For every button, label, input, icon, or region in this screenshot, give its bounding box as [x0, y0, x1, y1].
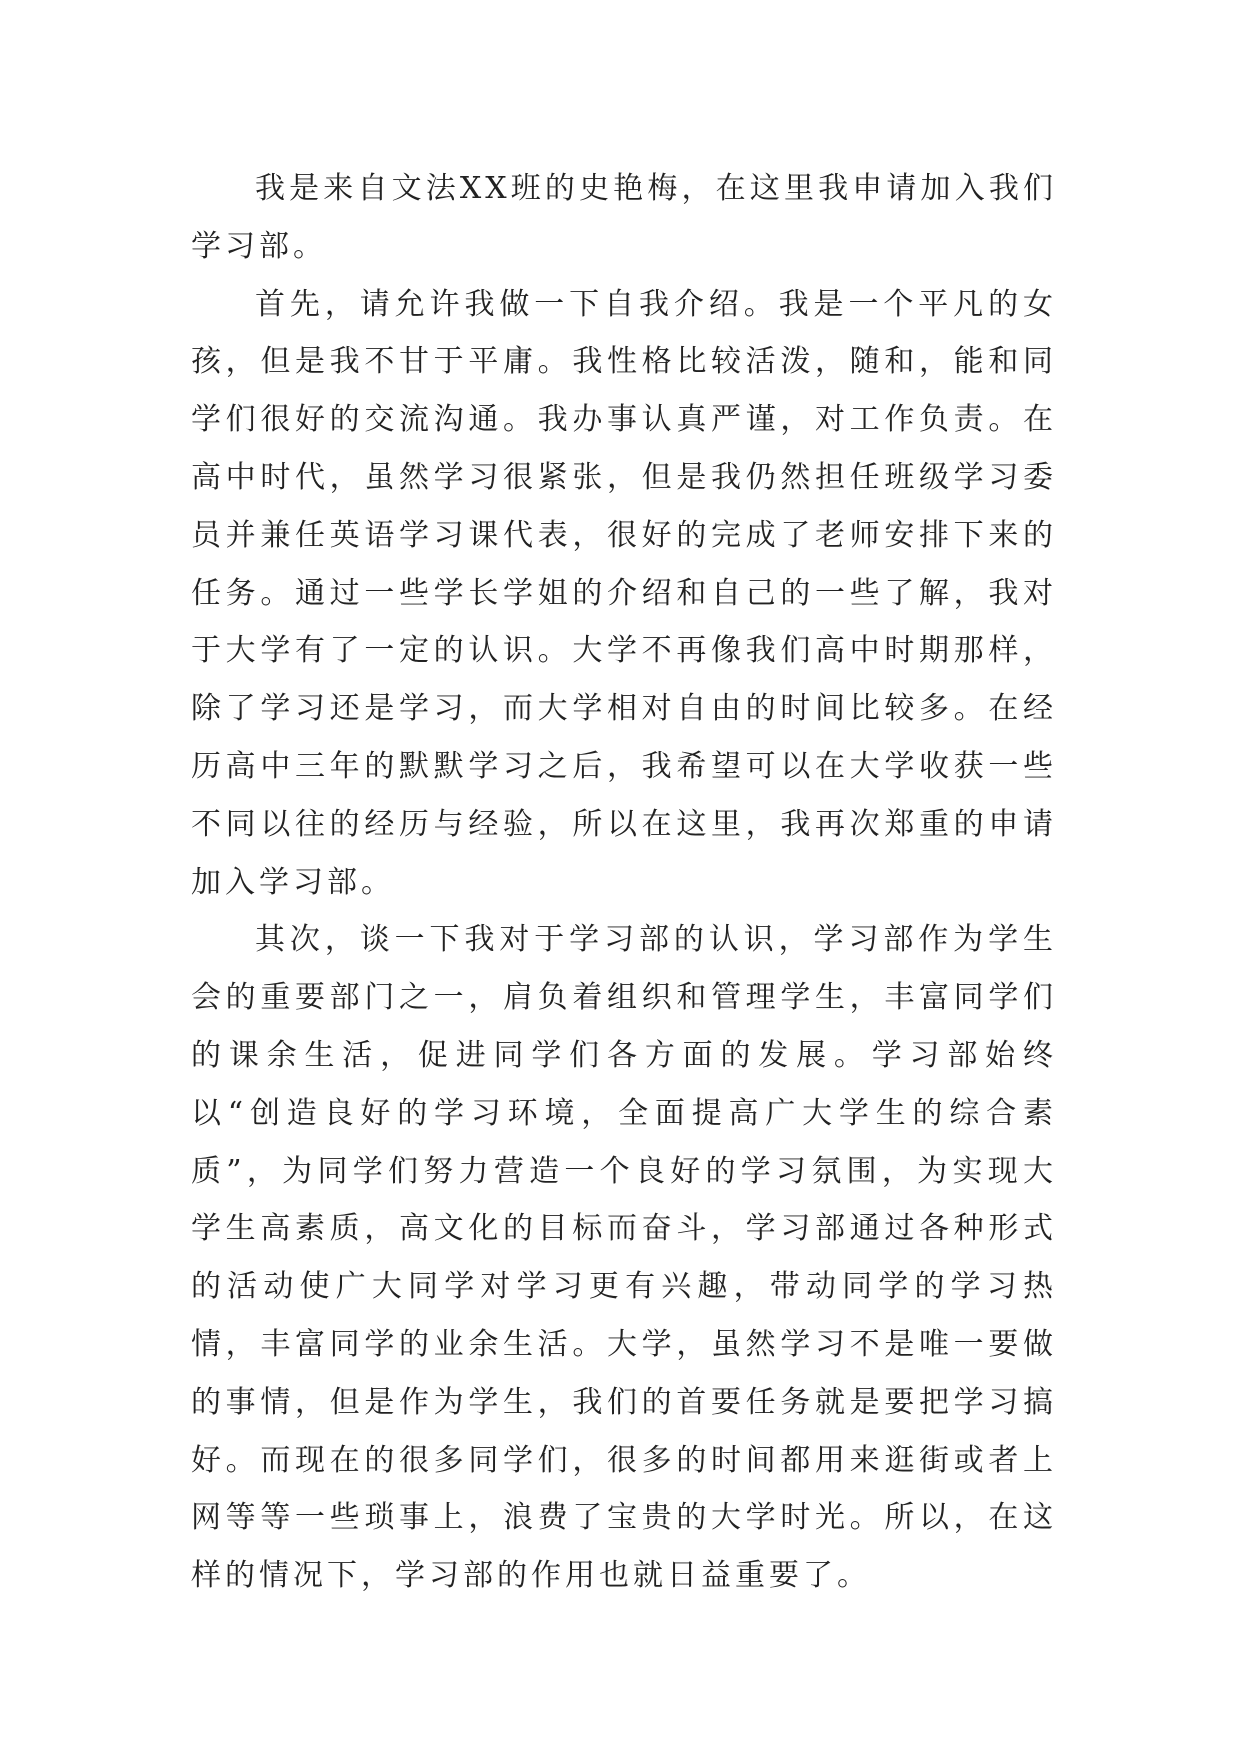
paragraph-intro: 我是来自文法XX班的史艳梅，在这里我申请加入我们学习部。	[191, 171, 1057, 264]
paragraph-self-introduction: 首先，请允许我做一下自我介绍。我是一个平凡的女孩，但是我不甘于平庸。我性格比较活泼，随和，能和同学们很好的交流沟通。我办事认真严谨，对工作负责。在高中时代，虽然学习很紧张，但是我仍然担任班级学习委员并兼任英语学习课代表，很好的完成了老师安排下来的任务。通过一些学长学姐的介绍和自己的一些了解，我对于大学有了一定的认识。大学不再像我们高中时期那样，除了学习还是学习，而大学相对自由的时间比较多。在经历高中三年的默默学习之后，我希望可以在大学收获一些不同以往的经历与经验，所以在这里，我再次郑重的申请加入学习部。	[191, 286, 1057, 900]
paragraph-department-understanding: 其次，谈一下我对于学习部的认识，学习部作为学生会的重要部门之一，肩负着组织和管理学生，丰富同学们的课余生活，促进同学们各方面的发展。学习部始终以“创造良好的学习环境，全面提高广大学生的综合素质”，为同学们努力营造一个良好的学习氛围，为实现大学生高素质，高文化的目标而奋斗，学习部通过各种形式的活动使广大同学对学习更有兴趣，带动同学的学习热情，丰富同学的业余生活。大学，虽然学习不是唯一要做的事情，但是作为学生，我们的首要任务就是要把学习搞好。而现在的很多同学们，很多的时间都用来逛街或者上网等等一些琐事上，浪费了宝贵的大学时光。所以，在这样的情况下，学习部的作用也就日益重要了。	[191, 922, 1057, 1594]
document-body	[191, 160, 1057, 1605]
